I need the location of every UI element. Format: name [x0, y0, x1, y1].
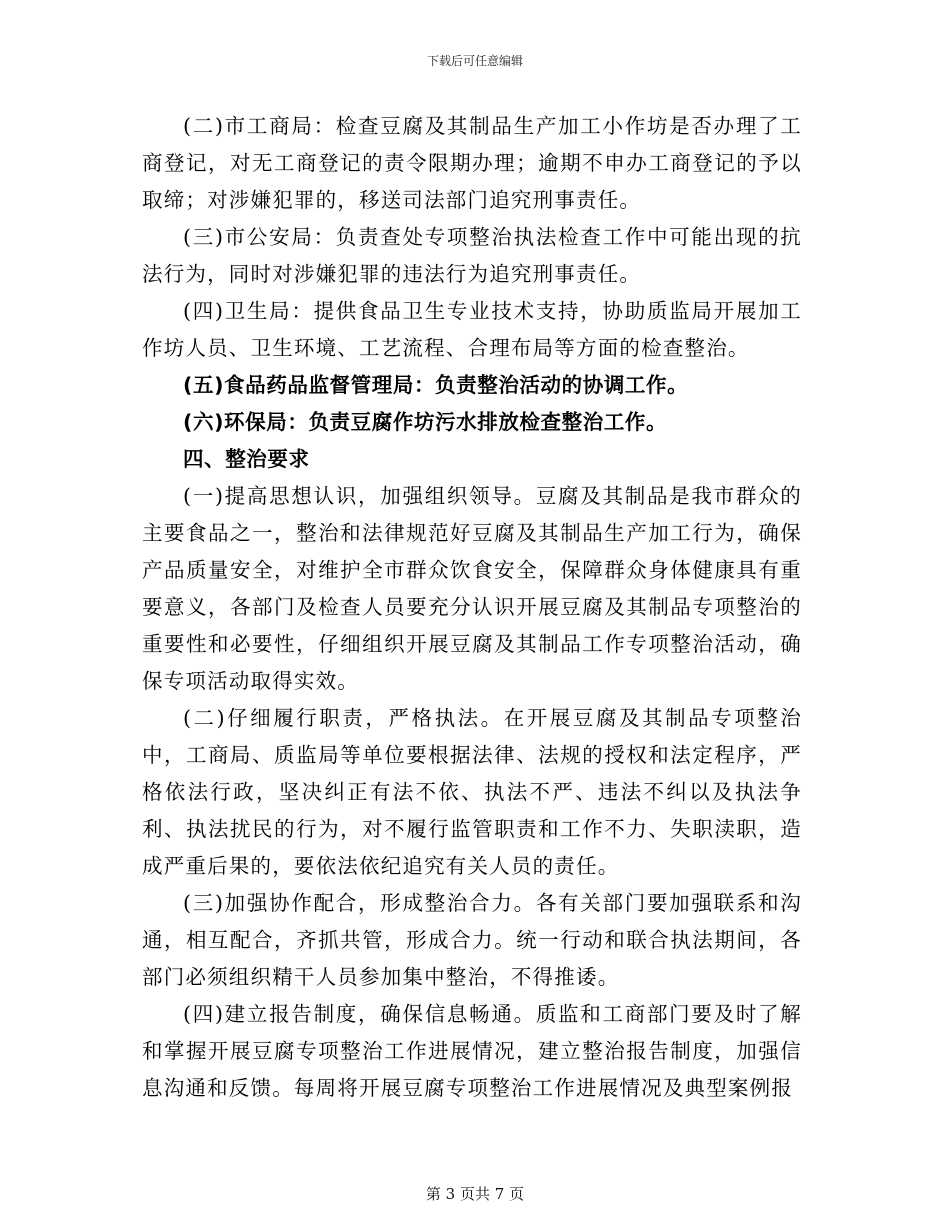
- paragraph-health-bureau: (四)卫生局：提供食品卫生专业技术支持，协助质监局开展加工作坊人员、卫生环境、工艺流程、合理布局等方面的检查整治。: [142, 299, 802, 360]
- paragraph-food-drug-bureau: (五)食品药品监督管理局：负责整治活动的协调工作。: [183, 373, 689, 397]
- document-body: [142, 108, 802, 1107]
- paragraph-requirement-3: (三)加强协作配合，形成整治合力。各有关部门要加强联系和沟通，相互配合，齐抓共管，形成合力。统一行动和联合执法期间，各部门必须组织精干人员参加集中整治，不得推诿。: [142, 891, 802, 989]
- paragraph-public-security: (三)市公安局：负责查处专项整治执法检查工作中可能出现的抗法行为，同时对涉嫌犯罪的违法行为追究刑事责任。: [142, 225, 802, 286]
- paragraph-environment-bureau: (六)环保局：负责豆腐作坊污水排放检查整治工作。: [183, 410, 668, 434]
- paragraph-requirement-4: (四)建立报告制度，确保信息畅通。质监和工商部门要及时了解和掌握开展豆腐专项整治工作进展情况，建立整治报告制度，加强信息沟通和反馈。每周将开展豆腐专项整治工作进展情况及典型案例报: [142, 1002, 802, 1100]
- page-header-note: 下载后可任意编辑: [426, 54, 523, 68]
- paragraph-market-bureau: (二)市工商局：检查豆腐及其制品生产加工小作坊是否办理了工商登记，对无工商登记的责令限期办理；逾期不申办工商登记的予以取缔；对涉嫌犯罪的，移送司法部门追究刑事责任。: [142, 114, 802, 212]
- paragraph-requirement-2: (二)仔细履行职责，严格执法。在开展豆腐及其制品专项整治中，工商局、质监局等单位要根据法律、法规的授权和法定程序，严格依法行政，坚决纠正有法不依、执法不严、违法不纠以及执法争利、执法扰民的行为，对不履行监管职责和工作不力、失职渎职，造成严重后果的，要依法依纪追究有关人员的责任。: [142, 706, 802, 878]
- page-number-footer: 第 3 页共 7 页: [425, 1185, 525, 1203]
- section-heading-requirements: 四、整治要求: [183, 447, 310, 471]
- paragraph-requirement-1: (一)提高思想认识，加强组织领导。豆腐及其制品是我市群众的主要食品之一，整治和法律规范好豆腐及其制品生产加工行为，确保产品质量安全，对维护全市群众饮食安全，保障群众身体健康具有重要意义，各部门及检查人员要充分认识开展豆腐及其制品专项整治的重要性和必要性，仔细组织开展豆腐及其制品工作专项整治活动，确保专项活动取得实效。: [142, 484, 802, 693]
